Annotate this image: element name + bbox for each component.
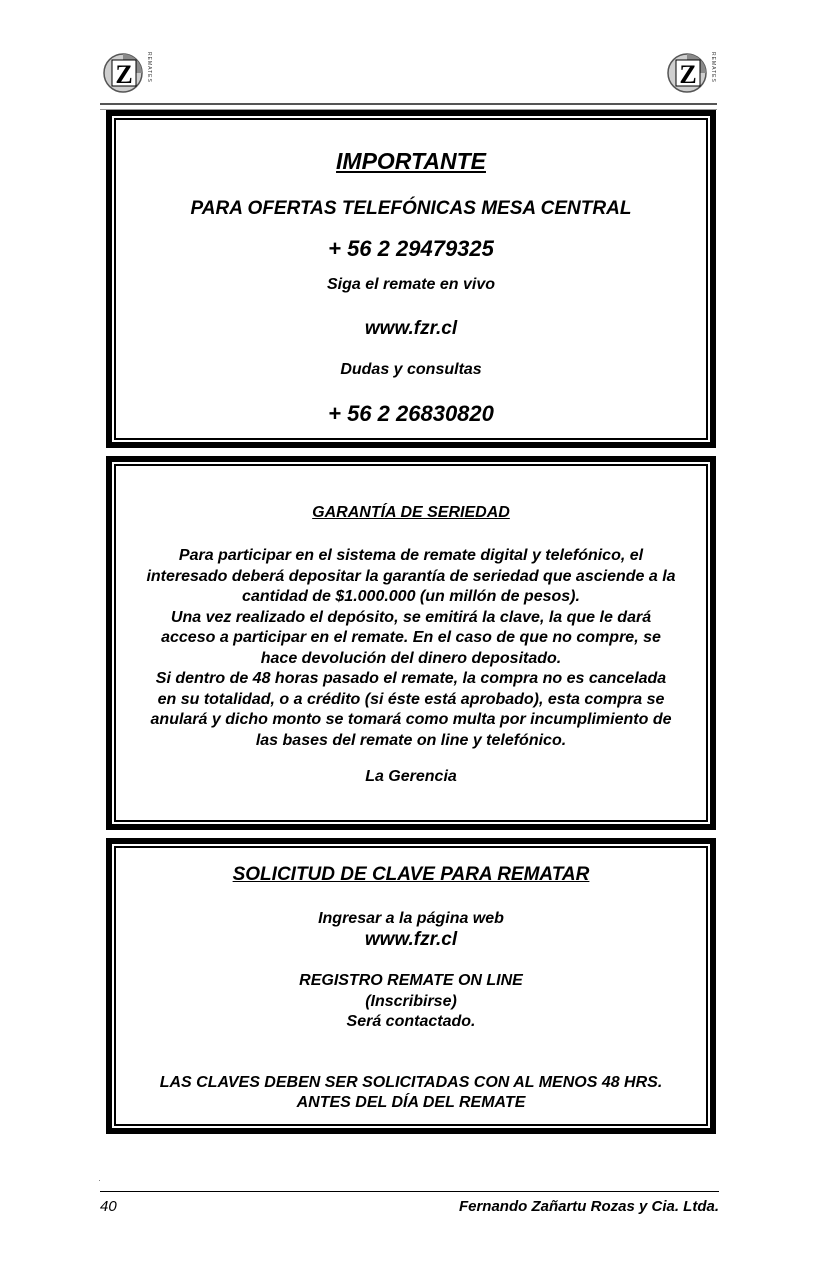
contact-label: Será contactado. xyxy=(346,1013,476,1030)
stray-dot xyxy=(99,1180,100,1181)
text-line: anulará y dicho monto se tomará como multa por incumplimiento de xyxy=(150,711,672,728)
website-link[interactable]: www.fzr.cl xyxy=(364,929,458,950)
website-link[interactable]: www.fzr.cl xyxy=(364,318,458,339)
header-rule xyxy=(100,103,717,110)
password-request-box xyxy=(106,838,716,1134)
logo-side-text: REMATES xyxy=(146,52,152,83)
text-line: en su totalidad, o a crédito (si éste está aprobado), esta compra se xyxy=(157,690,665,708)
guarantee-box xyxy=(106,456,716,830)
company-name: Fernando Zañartu Rozas y Cia. Ltda. xyxy=(458,1198,719,1215)
text-line: Una vez realizado el depósito, se emitirá la clave, la que le dará xyxy=(170,608,652,626)
central-phone: + 56 2 29479325 xyxy=(328,236,494,261)
text-line: acceso a participar en el remate. En el caso de que no compre, se xyxy=(161,629,661,646)
text-line: hace devolución del dinero depositado. xyxy=(260,649,562,667)
text-line: Para participar en el sistema de remate digital y telefónico, el xyxy=(178,547,644,564)
password-request-title: SOLICITUD DE CLAVE PARA REMATAR xyxy=(232,864,590,885)
company-logo-right xyxy=(666,48,718,98)
questions-phone: + 56 2 26830820 xyxy=(328,401,494,426)
warning-line-2: ANTES DEL DÍA DEL REMATE xyxy=(296,1094,526,1111)
important-box xyxy=(106,110,716,448)
logo-letter: Z xyxy=(679,60,697,89)
important-title: IMPORTANTE xyxy=(336,148,486,174)
text-line: las bases del remate on line y telefónico. xyxy=(255,731,567,749)
page-number: 40 xyxy=(100,1198,117,1215)
warning-line-1: LAS CLAVES DEBEN SER SOLICITADAS CON AL MENOS 48 HRS. xyxy=(159,1074,663,1091)
footer-rule xyxy=(100,1191,719,1192)
follow-live-label: Siga el remate en vivo xyxy=(326,276,496,293)
signature: La Gerencia xyxy=(365,768,457,785)
phone-offers-heading: PARA OFERTAS TELEFÓNICAS MESA CENTRAL xyxy=(190,198,632,219)
registration-label: REGISTRO REMATE ON LINE xyxy=(299,972,523,989)
questions-label: Dudas y consultas xyxy=(340,361,482,378)
text-line: interesado deberá depositar la garantía de seriedad que asciende a la xyxy=(146,567,676,585)
enter-website-label: Ingresar a la página web xyxy=(318,910,504,927)
company-logo-left xyxy=(102,48,154,98)
text-line: cantidad de $1.000.000 (un millón de pesos). xyxy=(242,588,580,605)
logo-side-text: REMATES xyxy=(710,52,716,83)
text-line: Si dentro de 48 horas pasado el remate, la compra no es cancelada xyxy=(155,670,667,687)
guarantee-text xyxy=(112,546,710,751)
subscribe-label: (Inscribirse) xyxy=(365,993,457,1010)
logo-letter: Z xyxy=(115,60,133,89)
guarantee-title: GARANTÍA DE SERIEDAD xyxy=(312,504,510,521)
